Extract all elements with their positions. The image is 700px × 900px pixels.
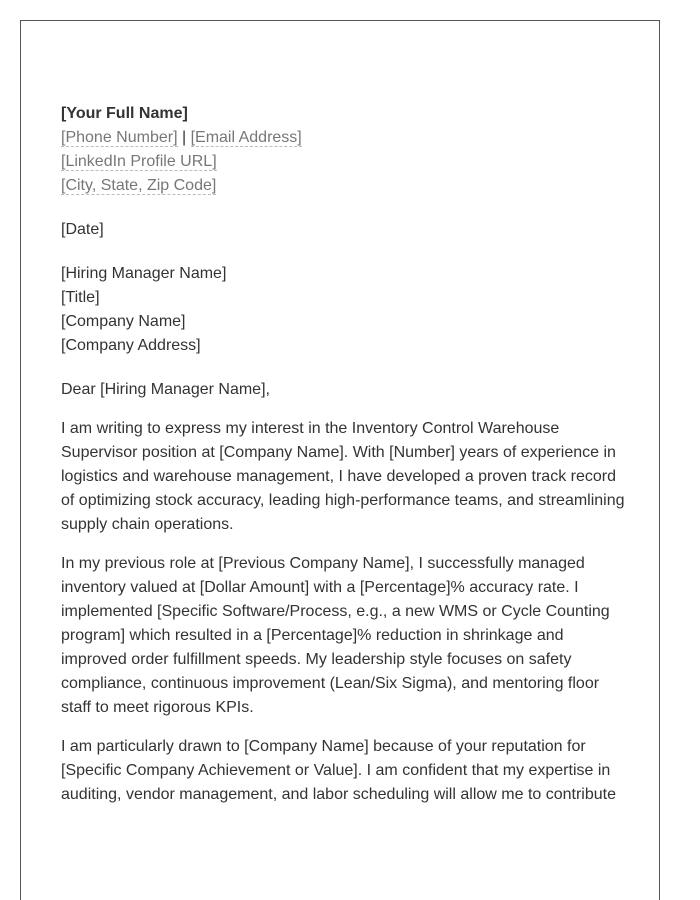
sender-linkedin: [LinkedIn Profile URL]	[61, 153, 217, 170]
body-paragraph-2: In my previous role at [Previous Company Name], I successfully managed inventory valued at [Dollar Amount] with a [Percentage]% accuracy rate. I implemented [Specific Software/Process, e.g., a new WMS or Cycle Counting program] which resulted in a [Percentage]% reduction in shrinkage and improved order fulfillment speeds. My leadership style focuses on safety compliance, continuous improvement (Lean/Six Sigma), and mentoring floor staff to meet rigorous KPIs.	[61, 555, 610, 716]
sender-name: [Your Full Name]	[61, 105, 188, 122]
body-paragraph-1: I am writing to express my interest in the Inventory Control Warehouse Supervisor position at [Company Name]. With [Number] years of experience in logistics and warehouse management, I have developed a proven track record of optimizing stock accuracy, leading high-performance teams, and streamlining supply chain operations.	[61, 420, 625, 533]
salutation: Dear [Hiring Manager Name],	[61, 381, 270, 398]
recipient-manager-name: [Hiring Manager Name]	[61, 265, 227, 282]
letter-page	[20, 20, 660, 900]
recipient-title: [Title]	[61, 289, 100, 306]
contact-separator: |	[181, 129, 187, 146]
letter-content	[61, 102, 631, 807]
sender-contact-line	[61, 126, 631, 150]
sender-phone: [Phone Number]	[61, 129, 178, 146]
recipient-company-address: [Company Address]	[61, 337, 201, 354]
recipient-block	[61, 262, 631, 358]
sender-email: [Email Address]	[190, 129, 302, 146]
sender-location: [City, State, Zip Code]	[61, 177, 217, 194]
recipient-company-name: [Company Name]	[61, 313, 186, 330]
body-paragraph-3: I am particularly drawn to [Company Name] because of your reputation for [Specific Company Achievement or Value]. I am confident that my expertise in auditing, vendor management, and labor scheduling will allow me to contribute	[61, 738, 616, 803]
letter-date: [Date]	[61, 221, 104, 238]
sender-location-line	[61, 174, 631, 198]
sender-linkedin-line	[61, 150, 631, 174]
